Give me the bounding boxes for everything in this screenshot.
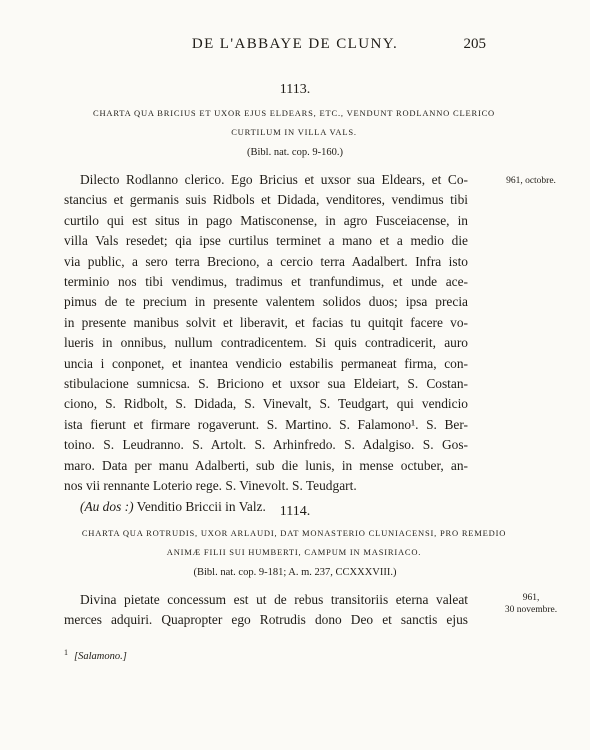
footnote-mark: 1 [64,648,68,657]
charter-title-line: CURTILUM IN VILLA VALS. [231,127,357,137]
body-line: pimus de te precium in presente valentem solidos duos; ipsa precia [64,294,468,310]
charter-number: 1114. [279,504,311,519]
charter-title [64,104,524,142]
body-line: in presente manibus solvit et liberavit, et facias tu quitqit facere vo- [64,314,468,330]
body-line: curtilo qui est situs in pago Matisconense, in agro Fusceiacense, in [64,212,468,228]
running-title: DE L'ABBAYE DE CLUNY. [191,36,399,52]
dorse-text: Venditio Briccii in Valz. [136,498,266,514]
body-line: ista fierunt et firmare rogaverunt. S. Martino. S. Falamono¹. S. Ber- [64,416,468,432]
body-line: uncia i conponet, et inantea vendicio estabilis permaneat firma, con- [64,355,468,371]
charter-body [64,170,468,517]
body-line: stancius et germanis suis Ridbols et Didada, venditores, vendimus tibi [64,192,468,208]
body-line: terminio nos tibi vendimus, tradimus et tranfundimus, et unde ace- [64,274,468,290]
body-line: nos vii rennante Loterio rege. S. Vinevolt. S. Teudgart. [64,478,357,494]
page-number: 205 [463,36,486,52]
charter-body [64,590,468,631]
body-line: Dilecto Rodlanno clerico. Ego Bricius et uxsor sua Eldears, et Co- [80,172,468,187]
body-line: lueris in onnibus, nullum contradicentem. Si quis contradicerit, auro [64,335,468,351]
charter-number: 1113. [279,82,311,97]
margin-date-year: 961, [522,593,540,603]
charter-title-line: CHARTA QUA ROTRUDIS, UXOR ARLAUDI, DAT MONASTERIO CLUNIACENSI, PRO REMEDIO [81,528,507,538]
source-reference: (Bibl. nat. cop. 9-181; A. m. 237, CCXXXVIII.) [193,567,397,578]
charter-title-line: ANIMÆ FILII SUI HUMBERTI, CAMPUM IN MASIRIACO. [166,547,422,557]
body-line: villa Vals resedet; qia ipse curtilus terminet a mano et a medio die [64,233,468,249]
body-line: maro. Data per manu Adalberti, sub die lunis, in mense octuber, an- [64,457,468,473]
margin-date [491,592,571,616]
footnote-text: [Salamono.] [74,651,127,662]
dorse-label: (Au dos :) [80,498,134,514]
running-head [0,34,590,56]
margin-date: 961, octobre. [506,176,556,186]
body-line: toino. S. Leudranno. S. Artolt. S. Arhinfredo. S. Adalgiso. S. Gos- [64,437,468,453]
footnote [64,648,127,662]
body-line: Divina pietate concessum est ut de rebus transitoriis eterna valeat [80,592,468,607]
body-line: ciono, S. Ridbolt, S. Didada, S. Vinevalt, S. Teudgart, qui vendicio [64,396,468,412]
body-line: via public, a sero terra Breciono, a cercio terra Aadalbert. Infra isto [64,253,468,269]
source-reference: (Bibl. nat. cop. 9-160.) [247,147,343,158]
charter-title [64,524,524,562]
charter-title-line: CHARTA QUA BRICIUS ET UXOR EJUS ELDEARS, ETC., VENDUNT RODLANNO CLERICO [93,108,495,118]
margin-date-day: 30 novembre. [504,605,558,615]
body-line: stibulacione sumnicsa. S. Briciono et uxsor sua Eldeiart, S. Costan- [64,376,468,392]
body-line: merces adquiri. Quapropter ego Rotrudis dono Deo et sanctis ejus [64,612,468,628]
